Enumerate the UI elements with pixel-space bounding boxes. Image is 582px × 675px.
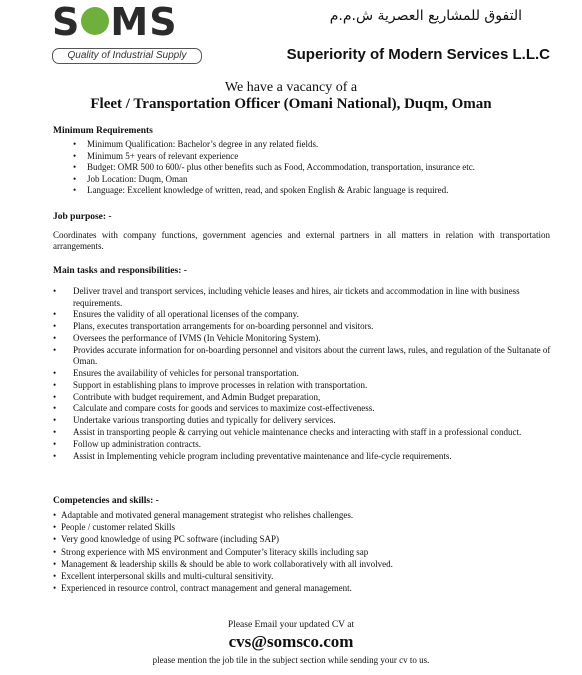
list-item: • Calculate and compare costs for goods and services to maximize cost-effectiveness.: [53, 403, 551, 415]
company-name: Superiority of Modern Services L.L.C: [286, 46, 550, 63]
list-item: • Management & leadership skills & should be able to work collaboratively with all involved.: [53, 558, 551, 570]
requirements-list: [73, 139, 553, 197]
list-item: • Contribute with budget requirement, and Admin Budget preparation,: [53, 392, 551, 404]
contact-instruction: Please Email your updated CV at: [227, 620, 355, 630]
tasks-heading: Main tasks and responsibilities: -: [53, 266, 187, 276]
list-item: • Budget: OMR 500 to 600/- plus other benefits such as Food, Accommodation, transportation, insurance etc.: [73, 162, 553, 174]
logo-circle-icon: [81, 7, 109, 35]
list-item: • Very good knowledge of using PC software (including SAP): [53, 533, 551, 545]
list-item: • Strong experience with MS environment and Computer’s literacy skills including sap: [53, 546, 551, 558]
list-item: • Language: Excellent knowledge of written, read, and spoken English & Arabic language is required.: [73, 185, 553, 197]
list-item: • Deliver travel and transport services, including vehicle leases and hires, air tickets and accommodation in line with business requirements.: [53, 286, 551, 309]
list-item: • Experienced in resource control, contract management and general management.: [53, 582, 551, 594]
job-title: Fleet / Transportation Officer (Omani National), Duqm, Oman: [90, 96, 492, 112]
vacancy-intro: We have a vacancy of a: [224, 80, 358, 95]
contact-note: please mention the job tile in the subject section while sending your cv to us.: [152, 655, 430, 665]
list-item: • Assist in Implementing vehicle program including preventative maintenance and life-cycle requirements.: [53, 451, 551, 463]
arabic-company-name: التفوق للمشاريع العصرية ش.م.م: [329, 8, 522, 24]
list-item: • Plans, executes transportation arrangements for on-boarding personnel and visitors.: [53, 321, 551, 333]
header: [0, 0, 582, 72]
purpose-text: Coordinates with company functions, government agencies and external partners in all matters in relation with transportation arrangements.: [53, 230, 550, 252]
list-item: • Minimum Qualification: Bachelor’s degree in any related fields.: [73, 139, 553, 151]
list-item: • Ensures the availability of vehicles for personal transportation.: [53, 368, 551, 380]
logo-tagline: Quality of Industrial Supply: [52, 48, 202, 64]
list-item: • Provides accurate information for on-boarding personnel and visitors about the current laws, rules, and regulation of the Sultanate of Oman.: [53, 345, 551, 368]
list-item: • Oversees the performance of IVMS (In Vehicle Monitoring System).: [53, 333, 551, 345]
list-item: • Job Location: Duqm, Oman: [73, 174, 553, 186]
list-item: • Assist in transporting people & carrying out vehicle maintenance checks and interacting with staff in a professional conduct.: [53, 427, 551, 439]
company-logo: [52, 0, 202, 62]
logo-wordmark: S MS: [52, 0, 178, 44]
requirements-heading: Minimum Requirements: [53, 126, 153, 136]
contact-email[interactable]: cvs@somsco.com: [228, 632, 354, 651]
list-item: • Adaptable and motivated general management strategist who relishes challenges.: [53, 509, 551, 521]
skills-heading: Competencies and skills: -: [53, 496, 159, 506]
list-item: • Undertake various transporting duties and typically for delivery services.: [53, 415, 551, 427]
list-item: • Support in establishing plans to improve processes in relation with transportation.: [53, 380, 551, 392]
list-item: • Minimum 5+ years of relevant experience: [73, 151, 553, 163]
list-item: • Excellent interpersonal skills and multi-cultural sensitivity.: [53, 570, 551, 582]
list-item: • Follow up administration contracts.: [53, 439, 551, 451]
list-item: • People / customer related Skills: [53, 521, 551, 533]
list-item: • Ensures the validity of all operational licenses of the company.: [53, 309, 551, 321]
skills-list: [53, 509, 551, 594]
tasks-list: [53, 286, 551, 462]
purpose-heading: Job purpose: -: [53, 212, 112, 222]
